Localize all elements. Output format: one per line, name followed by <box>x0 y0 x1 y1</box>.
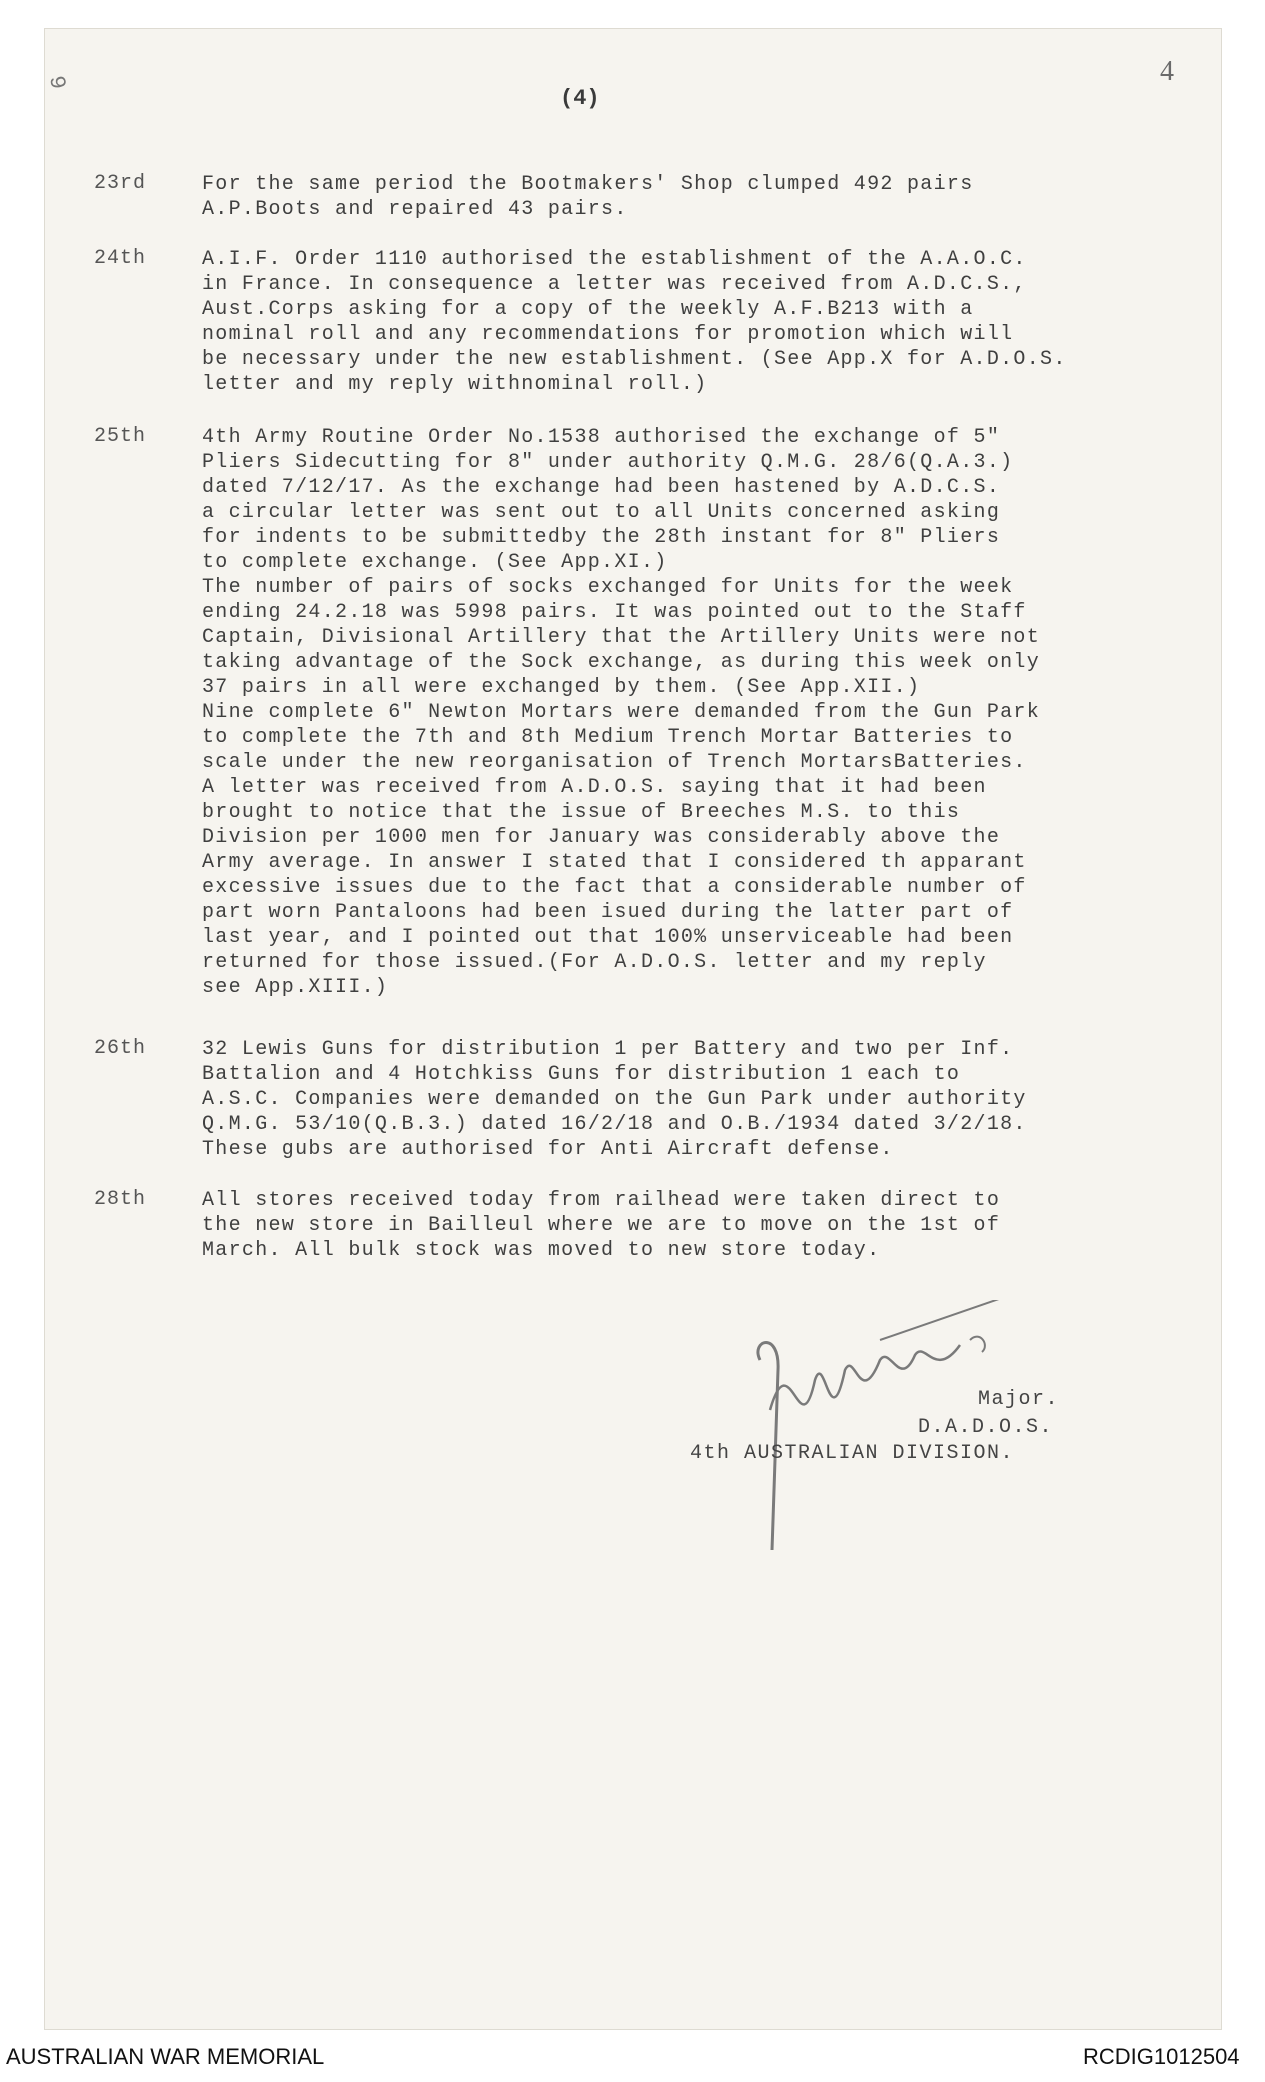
footer-source: AUSTRALIAN WAR MEMORIAL <box>6 2044 325 2069</box>
page-mark: (4) <box>560 86 600 111</box>
entry-text: 4th Army Routine Order No.1538 authorised the exchange of 5" Pliers Sidecutting for 8" under authority Q.M.G. 28/6(Q.A.3.) dated 7/12/17. As the exchange had been hastened by A.D.C.S. a circular letter was sent out to all Units concerned asking for indents to be submittedby the 28th instant for 8" Pliers to complete exchange. (See App.XI.) The number of pairs of socks exchanged for Units for the week ending 24.2.18 was 5998 pairs. It was pointed out to the Staff Captain, Divisional Artillery that the Artillery Units were not taking advantage of the Sock exchange, as during this week only 37 pairs in all were exchanged by them. (See App.XII.) Nine complete 6" Newton Mortars were demanded from the Gun Park to complete the 7th and 8th Medium Trench Mortar Batteries to scale under the new reorganisation of Trench MortarsBatteries. A letter was received from A.D.O.S. saying that it had been brought to notice that the issue of Breeches M.S. to this Division per 1000 men for January was considerably above the Army average. In answer I stated that I considered th apparant excessive issues due to the fact that a considerable number of part worn Pantaloons had been isued during the latter part of last year, and I pointed out that 100% unserviceable had been returned for those issued.(For A.D.O.S. letter and my reply see App.XIII.) <box>202 426 1041 999</box>
signature-title: D.A.D.O.S. <box>918 1416 1054 1439</box>
margin-mark: 9 <box>43 73 71 92</box>
footer-id: RCDIG1012504 <box>1083 2044 1240 2069</box>
entry-text: A.I.F. Order 1110 authorised the establishment of the A.A.O.C. in France. In consequence a letter was received from A.D.C.S., Aust.Corps asking for a copy of the weekly A.F.B213 with a nominal roll and any recommendations for promotion which will be necessary under the new establishment. (See App.X for A.D.O.S. letter and my reply withnominal roll.) <box>202 248 1067 396</box>
entry-text: For the same period the Bootmakers' Shop clumped 492 pairs A.P.Boots and repaired 43 pairs. <box>202 173 974 221</box>
signature-rank: Major. <box>978 1388 1060 1411</box>
entry-date: 28th <box>94 1188 147 1211</box>
entry-date: 24th <box>94 247 147 270</box>
entry-text: 32 Lewis Guns for distribution 1 per Battery and two per Inf. Battalion and 4 Hotchkiss Guns for distribution 1 each to A.S.C. Companies were demanded on the Gun Park under authority Q.M.G. 53/10(Q.B.3.) dated 16/2/18 and O.B./1934 dated 3/2/18. These gubs are authorised for Anti Aircraft defense. <box>202 1038 1027 1161</box>
entry-date: 26th <box>94 1037 147 1060</box>
entry-date: 23rd <box>94 172 147 195</box>
page-number: 4 <box>1160 56 1174 87</box>
entry-date: 25th <box>94 425 147 448</box>
entry-text: All stores received today from railhead were taken direct to the new store in Bailleul where we are to move on the 1st of March. All bulk stock was moved to new store today. <box>202 1189 1001 1262</box>
signature-division: 4th AUSTRALIAN DIVISION. <box>690 1442 1015 1465</box>
